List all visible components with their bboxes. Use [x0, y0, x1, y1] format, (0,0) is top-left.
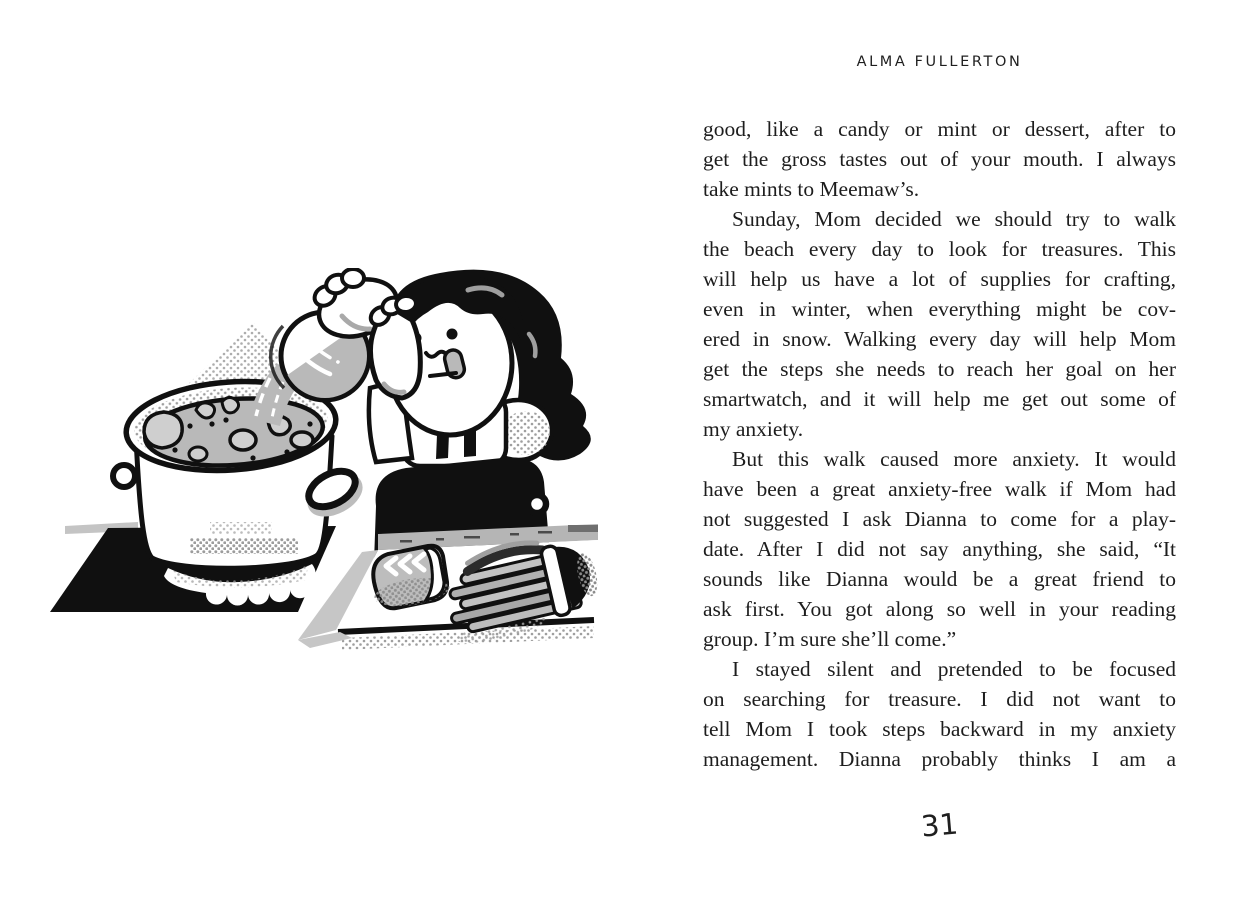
text-line: Sunday, Mom decided we should try to walk: [732, 207, 1176, 231]
text-line: even in winter, when everything might be cov-: [703, 297, 1176, 321]
text-line: good, like a candy or mint or dessert, after to: [703, 117, 1176, 141]
text-line: on searching for treasure. I did not want to: [703, 687, 1176, 711]
text-line: But this walk caused more anxiety. It would: [732, 447, 1176, 471]
text-line: date. After I did not say anything, she said, “It: [703, 537, 1176, 561]
running-header: ALMA FULLERTON: [856, 54, 1023, 70]
cutting-board: [298, 524, 600, 650]
text-line: smartwatch, and it will help me get out some of: [703, 387, 1176, 411]
text-line: group. I’m sure she’ll come.”: [703, 627, 957, 651]
text-line: sounds like Dianna would be a great friend to: [703, 567, 1176, 591]
body-text: [703, 114, 1176, 774]
eye-right: [447, 329, 458, 340]
text-line: will help us have a lot of supplies for crafting,: [703, 267, 1176, 291]
page-number: 31: [919, 806, 960, 844]
illustration-girl-cooking: [40, 268, 600, 662]
apron-tie-loop: [528, 495, 546, 513]
pot-handle-left: [113, 465, 135, 487]
text-line: tell Mom I took steps backward in my anxiety: [703, 717, 1176, 741]
text-line: ask first. You got along so well in your reading: [703, 597, 1176, 621]
text-line: have been a great anxiety-free walk if Mom had: [703, 477, 1176, 501]
text-line: I stayed silent and pretended to be focused: [732, 657, 1176, 681]
text-line: ered in snow. Walking every day will help Mom: [703, 327, 1176, 351]
text-line: the beach every day to look for treasures. This: [703, 237, 1176, 261]
page-number-container: [703, 808, 1176, 842]
text-line: my anxiety.: [703, 417, 804, 441]
text-line: management. Dianna probably thinks I am a: [703, 747, 1176, 771]
text-line: take mints to Meemaw’s.: [703, 177, 920, 201]
text-line: not suggested I ask Dianna to come for a play-: [703, 507, 1176, 531]
text-line: get the gross tastes out of your mouth. I always: [703, 147, 1176, 171]
text-line: get the steps she needs to reach her goal on her: [703, 357, 1176, 381]
